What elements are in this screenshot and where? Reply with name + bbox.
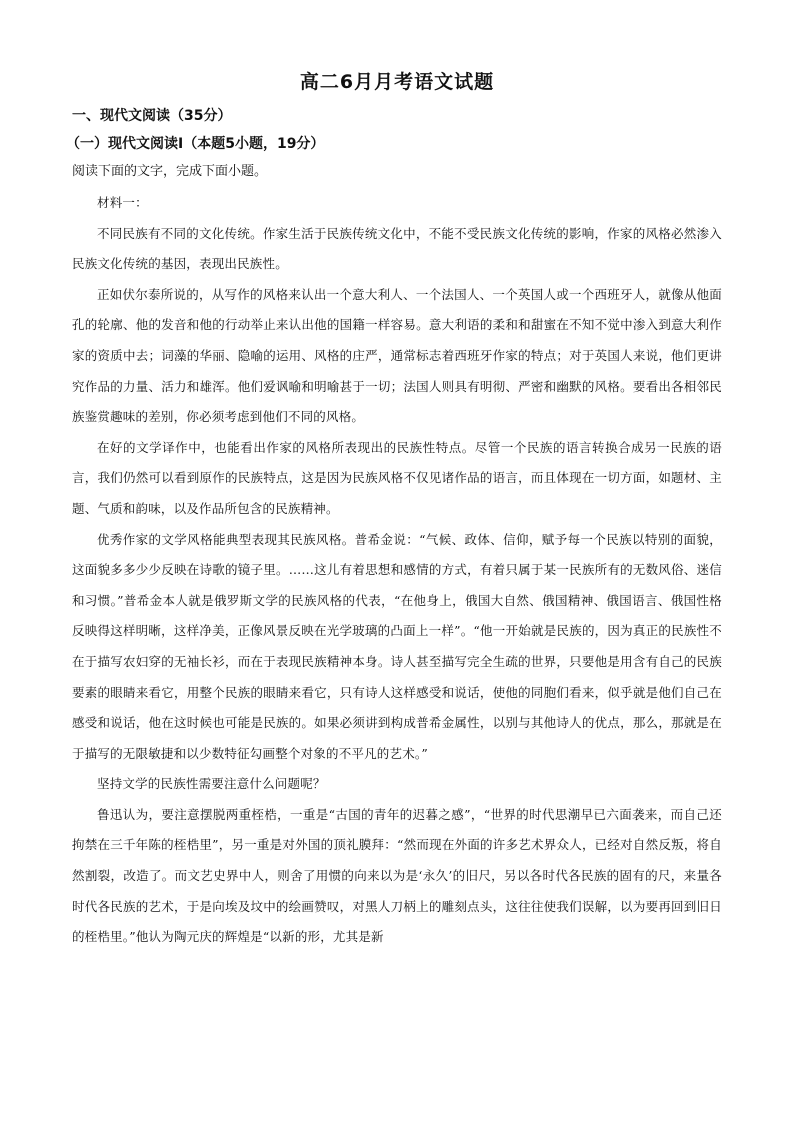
passage-paragraph: 不同民族有不同的文化传统。作家生活于民族传统文化中，不能不受民族文化传统的影响，作家的风格必然渗入民族文化传统的基因，表现出民族性。 (72, 225, 722, 272)
exam-title: 高二6月月考语文试题 (299, 71, 495, 93)
passage-paragraph: 正如伏尔泰所说的，从写作的风格来认出一个意大利人、一个法国人、一个英国人或一个西班牙人，就像从他面孔的轮廓、他的发音和他的行动举止来认出他的国籍一样容易。意大利语的柔和和甜蜜在不知不觉中渗入到意大利作家的资质中去；词藻的华丽、隐喻的运用、风格的庄严，通常标志着西班牙作家的特点；对于英国人来说，他们更讲究作品的力量、活力和雄浑。他们爱讽喻和明喻甚于一切；法国人则具有明彻、严密和幽默的风格。要看出各相邻民族鉴赏趣味的差别，你必须考虑到他们不同的风格。 (72, 286, 722, 425)
reading-instruction: 阅读下面的文字，完成下面小题。 (72, 164, 268, 179)
passage-paragraph: 鲁迅认为，要注意摆脱两重桎梏，一重是“古国的青年的迟暮之感”，“世界的时代思潮早已六面袭来，而自己还拘禁在三千年陈的桎梏里”，另一重是对外国的顶礼膜拜：“然而现在外面的许多艺术界众人，已经对自然反叛，将自然割裂，改造了。而文艺史界中人，则舍了用惯的向来以为是‘永久’的旧尺，另以各时代各民族的固有的尺，来量各时代各民族的艺术，于是向埃及坟中的绘画赞叹，对黑人刀柄上的雕刻点头，这往往使我们误解，以为要再回到旧日的桎梏里。”他认为陶元庆的辉煌是“以新的形，尤其是新 (72, 806, 722, 945)
material-label: 材料一： (97, 195, 148, 210)
section-heading: 一、现代文阅读（35分） (72, 108, 232, 124)
passage-question: 坚持文学的民族性需要注意什么问题呢？ (97, 776, 326, 792)
passage-paragraph: 优秀作家的文学风格能典型表现其民族风格。普希金说：“气候、政体、信仰，赋予每一个民族以特别的面貌，这面貌多多少少反映在诗歌的镜子里。……这儿有着思想和感情的方式，有着只属于某一民族所有的无数风俗、迷信和习惯。”普希金本人就是俄罗斯文学的民族风格的代表，“在他身上，俄国大自然、俄国精神、俄国语言、俄国性格反映得这样明晰，这样净美，正像风景反映在光学玻璃的凸面上一样”。“他一开始就是民族的，因为真正的民族性不在于描写农妇穿的无袖长衫，而在于表现民族精神本身。诗人甚至描写完全生疏的世界，只要他是用含有自己的民族要素的眼睛来看它，用整个民族的眼睛来看它，只有诗人这样感受和说话，使他的同胞们看来，似乎就是他们自己在感受和说话，他在这时候也可能是民族的。如果必须讲到构成普希金属性，以别与其他诗人的优点，那么，那就是在于描写的无限敏捷和以少数特征勾画整个对象的不平凡的艺术。” (72, 531, 722, 761)
passage-body (72, 188, 722, 953)
passage-paragraph: 在好的文学译作中，也能看出作家的风格所表现出的民族性特点。尽管一个民族的语言转换合成另一民族的语言，我们仍然可以看到原作的民族特点，这是因为民族风格不仅见诸作品的语言，而且体现在一切方面，如题材、主题、气质和韵味，以及作品所包含的民族精神。 (72, 439, 722, 516)
subsection-heading: （一）现代文阅读Ⅰ（本题5小题，19分） (66, 136, 325, 152)
